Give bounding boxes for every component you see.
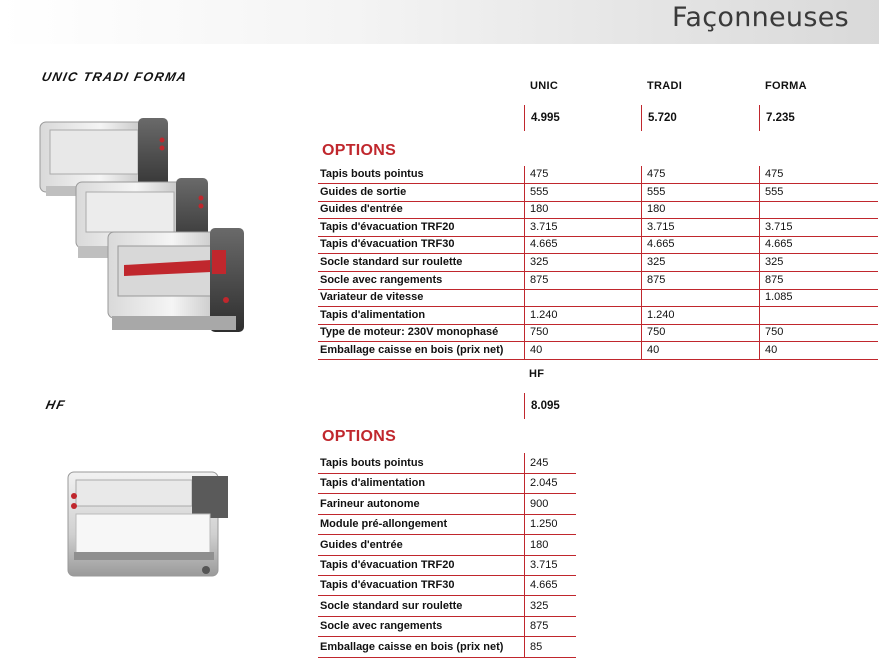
page-title: Façonneuses [672,2,849,33]
table-row [318,236,878,253]
option-price: 4.665 [524,236,636,253]
option-price: 180 [524,535,576,555]
option-label: Socle avec rangements [320,273,443,286]
option-price [759,201,871,218]
table-row [318,535,576,555]
option-price: 3.715 [759,219,871,236]
option-price: 325 [759,254,871,271]
table-row [318,289,878,306]
table-row [318,575,576,595]
option-label: Guides d'entrée [320,203,403,216]
table-row [318,637,576,657]
option-price: 875 [641,272,753,289]
option-label: Farineur autonome [320,497,420,510]
machine-image-hf [60,462,232,592]
column-header-tradi: TRADI [647,80,683,92]
column-header-unic: UNIC [530,80,559,92]
column-header-hf: HF [529,368,545,380]
option-price: 3.715 [524,219,636,236]
option-price: 4.665 [524,575,576,595]
option-price: 325 [641,254,753,271]
price-forma: 7.235 [759,105,795,131]
option-label: Emballage caisse en bois (prix net) [320,344,504,356]
option-price: 555 [641,184,753,201]
option-price: 2.045 [524,473,576,493]
table-row [318,453,576,473]
table-row [318,219,878,236]
option-price: 750 [641,324,753,341]
table-row [318,307,878,324]
table-row [318,201,878,218]
option-price: 180 [641,201,753,218]
option-price: 475 [524,166,636,183]
option-price: 3.715 [524,555,576,575]
option-label: Socle standard sur roulette [320,599,463,612]
table-row [318,272,878,289]
option-label: Tapis d'alimentation [320,477,426,490]
option-label: Guides de sortie [320,185,407,198]
option-label: Emballage caisse en bois (prix net) [320,640,504,653]
option-price: 750 [759,324,871,341]
option-label: Tapis d'évacuation TRF30 [320,238,455,251]
option-price: 245 [524,453,576,473]
option-price [524,289,636,306]
option-price: 1.250 [524,514,576,534]
option-price: 325 [524,596,576,616]
option-label: Tapis bouts pointus [320,457,424,469]
table-row [318,555,576,575]
option-price: 875 [759,272,871,289]
option-label: Variateur de vitesse [320,291,424,304]
option-price [759,307,871,324]
option-price: 1.240 [524,307,636,324]
option-price: 875 [524,616,576,636]
table-row [318,514,576,534]
option-label: Tapis d'évacuation TRF30 [320,579,455,592]
price-tradi: 5.720 [641,105,677,131]
option-price: 4.665 [641,236,753,253]
option-price [641,289,753,306]
option-price: 555 [524,184,636,201]
table-row [318,342,878,359]
option-price: 3.715 [641,219,753,236]
option-price: 4.665 [759,236,871,253]
option-price: 325 [524,254,636,271]
option-price: 40 [759,342,871,359]
price-hf: 8.095 [524,393,560,419]
table-row [318,616,576,636]
option-price: 900 [524,494,576,514]
machine-image-unic-tradi-forma [26,100,256,340]
table-row [318,494,576,514]
product-name-unic-tradi-forma: UNIC TRADI FORMA [40,70,190,84]
table-row [318,184,878,201]
option-label: Module pré-allongement [320,518,448,531]
option-price: 40 [641,342,753,359]
table-row [318,596,576,616]
option-label: Guides d'entrée [320,538,403,551]
option-label: Tapis bouts pointus [320,168,424,180]
option-price: 85 [524,637,576,657]
options-title: OPTIONS [322,142,397,159]
option-price: 750 [524,324,636,341]
option-label: Socle standard sur roulette [320,256,463,268]
option-price: 180 [524,201,636,218]
option-label: Tapis d'évacuation TRF20 [320,220,455,233]
option-label: Type de moteur: 230V monophasé [320,326,499,339]
option-label: Socle avec rangements [320,620,443,633]
option-price: 875 [524,272,636,289]
column-header-forma: FORMA [765,80,807,92]
option-price: 555 [759,184,871,201]
row-divider [318,359,878,360]
option-price: 475 [641,166,753,183]
options-title: OPTIONS [322,428,397,445]
option-price: 1.240 [641,307,753,324]
product-name-hf: HF [44,398,68,412]
option-price: 40 [524,342,636,359]
option-price: 475 [759,166,871,183]
table-row [318,473,576,493]
table-row [318,324,878,341]
option-label: Tapis d'évacuation TRF20 [320,559,455,571]
option-label: Tapis d'alimentation [320,308,426,321]
option-price: 1.085 [759,289,871,306]
table-row [318,254,878,271]
row-divider [318,657,576,658]
price-unic: 4.995 [524,105,560,131]
table-row [318,166,878,183]
